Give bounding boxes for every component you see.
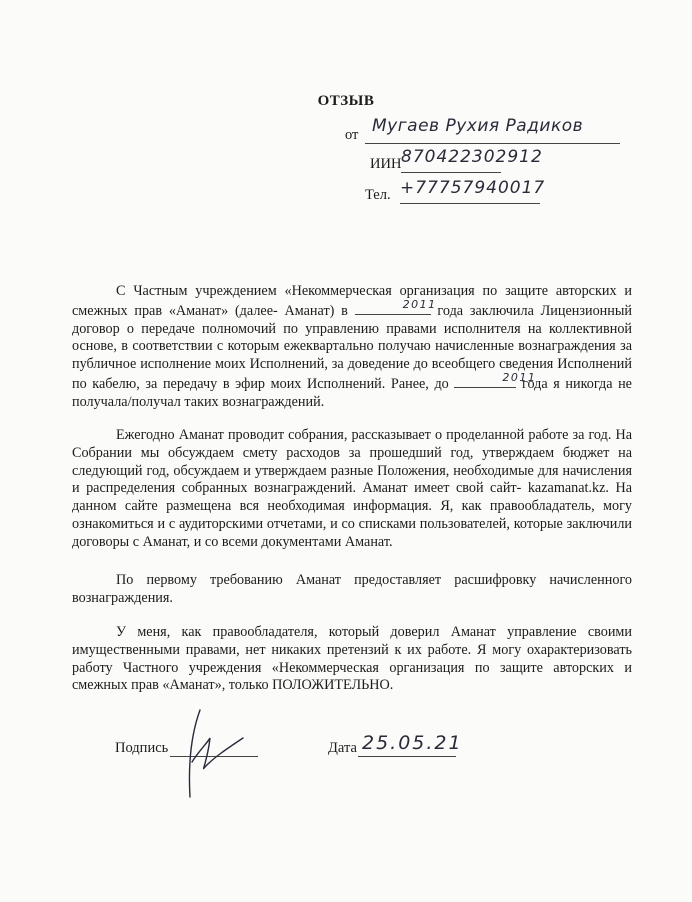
from-handwritten: Мугаев Рухия Радиков bbox=[372, 116, 584, 136]
date-underline bbox=[358, 756, 456, 757]
iin-handwritten: 870422302912 bbox=[401, 147, 543, 167]
paragraph-meetings: Ежегодно Аманат проводит собрания, рассказывает о проделанной работе за год. На Собрании мы обсуждаем смету расходов за прошедший год, утверждаем бюджет на следующий год, обсуждаем и утверждаем разные Положения, необходимые для начисления и распределения собранных вознаграждений. Аманат имеет свой сайт- kazamanat.kz. На данном сайте размещена вся необходимая информация. Я, как правообладатель, могу ознакомиться и с аудиторскими отчетами, и со списками пользователей, которые заключили договоры с Аманат, и со всеми документами Аманат. bbox=[72, 427, 632, 550]
date-label: Дата bbox=[328, 740, 357, 756]
year-field-1 bbox=[355, 298, 437, 315]
para1-text-c: года я никогда не получала/получал таких вознаграждений. bbox=[72, 375, 632, 410]
paragraph-contract bbox=[72, 283, 632, 412]
para1-text-b: года заключила Лицензионный договор о передаче полномочий по управлению правами исполнителя на коллективной основе, в соответствии с которым ежеквартально получаю начисленные вознаграждения за публичное исполнение моих Исполнений, за доведение до всеобщего сведения Исполнений по кабелю, за передачу в эфир моих Исполнений. Ранее, до bbox=[72, 302, 632, 392]
from-underline bbox=[365, 143, 620, 144]
document-title: ОТЗЫВ bbox=[317, 93, 375, 109]
iin-label: ИИН bbox=[370, 156, 402, 172]
year-field-2 bbox=[454, 371, 537, 388]
paragraph-conclusion: У меня, как правообладателя, который доверил Аманат управление своими имущественными правами, нет никаких претензий к их работе. Я могу охарактеризовать работу Частного учреждения «Некоммерческая организация по защите авторских и смежных прав «Аманат», только ПОЛОЖИТЕЛЬНО. bbox=[72, 624, 632, 694]
year-handwritten-1: 2011 bbox=[402, 298, 437, 311]
iin-underline bbox=[401, 172, 501, 173]
paragraph-breakdown: По первому требованию Аманат предоставляет расшифровку начисленного вознаграждения. bbox=[72, 572, 632, 606]
phone-handwritten: +77757940017 bbox=[400, 178, 546, 198]
date-handwritten: 25.05.21 bbox=[362, 732, 463, 754]
phone-underline bbox=[400, 203, 540, 204]
handwritten-signature bbox=[168, 702, 258, 812]
phone-label: Тел. bbox=[365, 187, 391, 203]
from-label: от bbox=[345, 127, 359, 143]
signature-label: Подпись bbox=[115, 740, 169, 756]
year-handwritten-2: 2011 bbox=[502, 371, 537, 385]
para1-text-a: С Частным учреждением «Некоммерческая организация по защите авторских и смежных прав «Аманат» (далее- Аманат) в bbox=[72, 283, 632, 319]
